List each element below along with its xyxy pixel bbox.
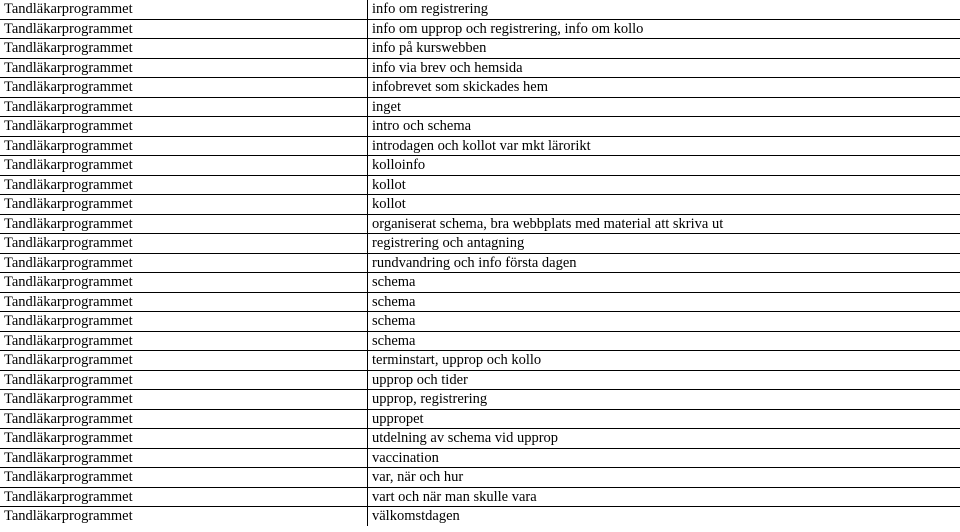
program-cell[interactable]: Tandläkarprogrammet <box>0 0 368 19</box>
program-cell[interactable]: Tandläkarprogrammet <box>0 58 368 78</box>
table-row <box>0 0 960 19</box>
program-cell[interactable]: Tandläkarprogrammet <box>0 253 368 273</box>
table-row <box>0 195 960 215</box>
program-cell[interactable]: Tandläkarprogrammet <box>0 195 368 215</box>
table-row <box>0 97 960 117</box>
table-row <box>0 253 960 273</box>
table-row <box>0 331 960 351</box>
comment-cell[interactable]: schema <box>368 292 960 312</box>
program-cell[interactable]: Tandläkarprogrammet <box>0 390 368 410</box>
comment-cell[interactable]: schema <box>368 331 960 351</box>
program-cell[interactable]: Tandläkarprogrammet <box>0 19 368 39</box>
table-row <box>0 273 960 293</box>
table-row <box>0 292 960 312</box>
table-row <box>0 390 960 410</box>
comment-cell[interactable]: kollot <box>368 195 960 215</box>
table-row <box>0 175 960 195</box>
comment-cell[interactable]: infobrevet som skickades hem <box>368 78 960 98</box>
program-cell[interactable]: Tandläkarprogrammet <box>0 370 368 390</box>
table-row <box>0 156 960 176</box>
program-cell[interactable]: Tandläkarprogrammet <box>0 39 368 59</box>
table-row <box>0 78 960 98</box>
comment-cell[interactable]: välkomstdagen <box>368 507 960 526</box>
comment-cell[interactable]: schema <box>368 273 960 293</box>
table-row <box>0 351 960 371</box>
table-row <box>0 19 960 39</box>
comment-cell[interactable]: info på kurswebben <box>368 39 960 59</box>
comment-cell[interactable]: terminstart, upprop och kollo <box>368 351 960 371</box>
table-row <box>0 136 960 156</box>
comment-cell[interactable]: var, när och hur <box>368 468 960 488</box>
table-row <box>0 409 960 429</box>
comment-cell[interactable]: registrering och antagning <box>368 234 960 254</box>
table-row <box>0 39 960 59</box>
table-row <box>0 58 960 78</box>
program-cell[interactable]: Tandläkarprogrammet <box>0 351 368 371</box>
program-cell[interactable]: Tandläkarprogrammet <box>0 273 368 293</box>
program-cell[interactable]: Tandläkarprogrammet <box>0 448 368 468</box>
comment-cell[interactable]: intro och schema <box>368 117 960 137</box>
program-cell[interactable]: Tandläkarprogrammet <box>0 507 368 526</box>
comment-cell[interactable]: info om registrering <box>368 0 960 19</box>
program-cell[interactable]: Tandläkarprogrammet <box>0 468 368 488</box>
program-cell[interactable]: Tandläkarprogrammet <box>0 97 368 117</box>
comment-cell[interactable]: introdagen och kollot var mkt lärorikt <box>368 136 960 156</box>
table-row <box>0 312 960 332</box>
table-row <box>0 429 960 449</box>
comment-cell[interactable]: uppropet <box>368 409 960 429</box>
comment-cell[interactable]: kolloinfo <box>368 156 960 176</box>
program-cell[interactable]: Tandläkarprogrammet <box>0 292 368 312</box>
comment-cell[interactable]: upprop och tider <box>368 370 960 390</box>
program-cell[interactable]: Tandläkarprogrammet <box>0 156 368 176</box>
table-row <box>0 234 960 254</box>
program-cell[interactable]: Tandläkarprogrammet <box>0 175 368 195</box>
comment-cell[interactable]: info om upprop och registrering, info om kollo <box>368 19 960 39</box>
program-cell[interactable]: Tandläkarprogrammet <box>0 331 368 351</box>
comment-cell[interactable]: upprop, registrering <box>368 390 960 410</box>
table-row <box>0 214 960 234</box>
program-cell[interactable]: Tandläkarprogrammet <box>0 234 368 254</box>
program-cell[interactable]: Tandläkarprogrammet <box>0 429 368 449</box>
comment-cell[interactable]: rundvandring och info första dagen <box>368 253 960 273</box>
table-row <box>0 117 960 137</box>
program-cell[interactable]: Tandläkarprogrammet <box>0 78 368 98</box>
comment-cell[interactable]: vaccination <box>368 448 960 468</box>
program-cell[interactable]: Tandläkarprogrammet <box>0 136 368 156</box>
comment-cell[interactable]: info via brev och hemsida <box>368 58 960 78</box>
comment-cell[interactable]: inget <box>368 97 960 117</box>
program-cell[interactable]: Tandläkarprogrammet <box>0 409 368 429</box>
comment-cell[interactable]: utdelning av schema vid upprop <box>368 429 960 449</box>
table-row <box>0 468 960 488</box>
program-cell[interactable]: Tandläkarprogrammet <box>0 312 368 332</box>
comment-cell[interactable]: schema <box>368 312 960 332</box>
program-cell[interactable]: Tandläkarprogrammet <box>0 117 368 137</box>
comment-cell[interactable]: organiserat schema, bra webbplats med material att skriva ut <box>368 214 960 234</box>
program-cell[interactable]: Tandläkarprogrammet <box>0 487 368 507</box>
table-row <box>0 487 960 507</box>
table-row <box>0 507 960 526</box>
table-row <box>0 370 960 390</box>
comment-cell[interactable]: vart och när man skulle vara <box>368 487 960 507</box>
table-row <box>0 448 960 468</box>
comment-cell[interactable]: kollot <box>368 175 960 195</box>
program-cell[interactable]: Tandläkarprogrammet <box>0 214 368 234</box>
